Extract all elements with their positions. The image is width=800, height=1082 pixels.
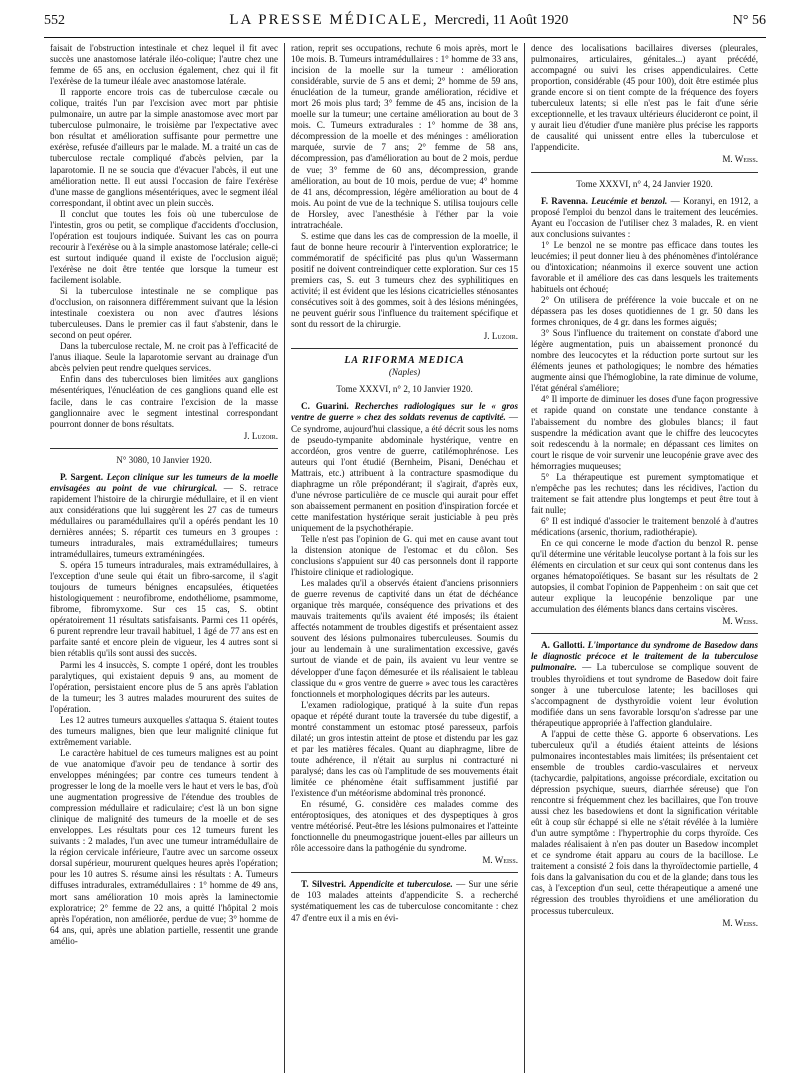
- article-title: Leçon clinique sur les tumeurs de la moelle envisagées au point de vue chirurgical.: [50, 471, 279, 493]
- issue-dateline: N° 3080, 10 Janvier 1920.: [116, 454, 212, 465]
- page-header: [44, 12, 766, 38]
- paragraph: Le caractère habituel de ces tumeurs malignes est au point de vue anatomique d'avoir peu de tendance à sortir des enveloppes méningées; par contre ces tumeurs tendent à progresser le long de la moelle vers le haut et vers le bas, d'où une augmentation progressive de l'étendue des troubles de compression médullaire et radiculaire; c'est là un bon signe clinique de malignité des tumeurs de la moelle et de ses enveloppes. Les résultats pour ces 12 tumeurs furent les suivants : 2 malades, l'un avec une tumeur intramédullaire de la région cervicale inférieure, l'autre avec un sarcome osseux dorsal supérieur, moururent quelques heures après l'opération; pour les 10 autres S. résume ainsi les résultats : A. Tumeurs diffuses intradurales, extramédullaires : 1° homme de 49 ans, mort sans amélioration 10 mois après la laminectomie exploratrice; 2° femme de 22 ans, a quitté l'hôpital 2 mois après l'opération, non améliorée, perdue de vue; 3° homme de 64 ans, qui, après une ablation partielle, ressentit une grande amélio-: [50, 747, 278, 946]
- issue-dateline: Tome XXXVI, n° 4, 24 Janvier 1920.: [576, 178, 713, 189]
- journal-title: [229, 12, 568, 29]
- article-text: — La tuberculose se complique souvent de troubles thyroïdiens et tout syndrome de Basedow doit faire songer à une tuberculose latente; les bacilloses qui s'accompagnent de dysthyroïdie voient leur évolution modifiée dans un sens favorable lorsqu'on s'adresse par une thérapeutique appropriée à l'affection glandulaire.: [531, 662, 758, 728]
- paragraph: S. estime que dans les cas de compression de la moelle, il faut de bonne heure recourir à l'intervention exploratrice; le commémoratif de spécificité pas plus qu'un Wassermann positif ne doivent contreindiquer cette exploration. Sur ces 15 premiers cas, S. eut 3 tumeurs chez des syphilitiques en activité; il est évident que les lésions cicatricielles sténosantes consécutives soit à des gommes, soit à des lésions méningées, ne peuvent guérir sous l'influence du traitement spécifique et sont du ressort de la chirurgie.: [291, 230, 518, 330]
- paragraph: Enfin dans des tuberculoses bien limitées aux ganglions mésentériques, l'énucléation de ces ganglions quand elle est facile, dans le cas contraire l'excision de la masse ganglionnaire avec le segment intestinal correspondant pourront donner de bons résultats.: [50, 374, 278, 429]
- paragraph: 4° Il importe de diminuer les doses d'une façon progressive et rapide quand on constate une tendance constante à l'abaissement du nombre des globules blancs; il faut suspendre la médication avant que le chiffre des leucocytes soit redescendu à la normale; en dépassant ces limites on court le risque de voir survenir une leucopénie grave avec des hémorragies muqueuses;: [531, 394, 758, 471]
- divider: [531, 172, 758, 173]
- paragraph: faisait de l'obstruction intestinale et chez lequel il fit avec succès une anastomose latérale iléo-colique; l'autre chez une femme de 65 ans, en occlusion également, chez qui il fit l'exérèse de la tumeur iléale avec anastomose latérale.: [50, 43, 278, 87]
- article-intro: [531, 196, 758, 240]
- divider: [531, 633, 758, 634]
- article-text: — Sur une série de 103 malades atteints d'appendicite S. a recherché systématiquement les cas de tuberculose concomitante : chez 47 d'entre eux il a mis en évi-: [291, 879, 518, 923]
- paragraph: 5° La thérapeutique est purement symptomatique et n'empêche pas les rechutes; dans les récidives, l'action du traitement se fait attendre plus longtemps et peut être tout à fait nulle;: [531, 471, 758, 515]
- article-title: Leucémie et benzol.: [591, 195, 668, 206]
- article-text: — Ce syndrome, aujourd'hui classique, a été décrit sous les noms de pseudo-tympanite abdominale hystérique, ventre en accordéon, gros ventre de guerre, catilémophrénose. Les auteurs qui l'ont étudié (Bernheim, Pisani, Denéchau et Mattrais, etc.) attribuent à la contracture spasmodique du diaphragme un rôle prépondérant; il s'agirait, d'après eux, d'une névrose particulière de ce muscle qui aurait pour effet son abaissement permanent en position d'inspiration forcée et cette manifestation hystérique serait justiciable à peu près uniquement de la psychothérapie.: [291, 412, 518, 533]
- paragraph: Telle n'est pas l'opinion de G. qui met en cause avant tout la distension atonique de l'estomac et du côlon. Ses conclusions s'appuient sur 40 cas personnels dont il rapporte l'histoire clinique et radiologique.: [291, 533, 518, 578]
- paragraph: ration, reprit ses occupations, rechute 6 mois après, mort le 10e mois. B. Tumeurs intramédullaires : 1° homme de 33 ans, incision de la moelle sur la tumeur : amélioration considérable, survie de 5 ans et demi; 2° homme de 59 ans, énucléation de la tumeur, grande amélioration, récidive et mort 26 mois plus tard; 3° femme de 45 ans, incision de la moelle sur la tumeur; une certaine amélioration au bout de 3 mois. C. Tumeurs extradurales : 1° homme de 38 ans, décompression de la moelle et des méninges : amélioration marquée, survie de 7 ans; 2° femme de 58 ans, décompression, pas d'amélioration au bout de 2 mois, perdue de vue; 3° femme de 60 ans, décompression, grande amélioration, au bout de 10 mois, perdue de vue; 4° homme de 41 ans, décompression, légère amélioration au bout de 4 mois. Au point de vue de la technique S. utilisa toujours celle de Horsley, avec l'anesthésie à l'éther par la voie intratrachéale.: [291, 43, 518, 230]
- issue-dateline: Tome XXXVI, n° 2, 10 Janvier 1920.: [336, 384, 473, 395]
- signature: M. Weiss.: [722, 917, 758, 928]
- paragraph: L'examen radiologique, pratiqué à la suite d'un repas opaque et répété durant toute la traversée du tube digestif, a montré constamment un estomac ptosé paresseux, parfois dilaté; un gros intestin atteint de ptose et distendu par les gaz et par les matières fécales. Quant au diaphragme, libre de toute adhérence, il n'était au surplus ni contracturé ni paralysé; dans les cas où l'amplitude de ses mouvements était limitée ce phénomène était suffisamment justifié par l'existence d'un météorisme abdominal très prononcé.: [291, 699, 518, 799]
- paragraph: S. opéra 15 tumeurs intradurales, mais extramédullaires, à l'exception d'une seule qui était un fibro-sarcome, il s'agit toujours de tumeurs bénignes encapsulées, étiquetées histologiquement : neurofibrome, endothéliome, psammome, fibrome, fibromyxome. Sur ces 15 cas, S. obtint opératoirement 11 résultats satisfaisants. Parmi ces 11 opérés, 6 purent reprendre leur travail habituel, 1 âgé de 77 ans est en parfaite santé et encore plein de vigueur, les 4 autres sont si bien rétablis qu'ils sont aussi des succès.: [50, 560, 278, 659]
- signature: M. Weiss.: [722, 616, 758, 627]
- paragraph: Il conclut que toutes les fois où une tuberculose de l'intestin, gros ou petit, se complique d'accidents d'occlusion, l'opération est toujours indiquée. Suivant les cas on pourra recourir à l'exérèse ou à la simple anastomose latérale; celle-ci est surtout indiquée quand il existe de l'occlusion aiguë; l'exérèse ne doit être tentée que lorsque la tumeur est facilement isolable.: [50, 208, 278, 285]
- author-name: F. Ravenna.: [541, 195, 588, 206]
- paragraph: 3° Sous l'influence du traitement on constate d'abord une légère augmentation, puis un abaissement prononcé du nombre des leucocytes et la réduction porte surtout sur les éléments jeunes et pathologiques; le nombre des hématies augmente ainsi que l'hémoglobine, la rate diminue de volume, l'état général s'améliore;: [531, 328, 758, 394]
- author-name: A. Gallotti.: [541, 640, 585, 651]
- signature: J. Luzoir.: [243, 430, 278, 441]
- paragraph: En ce qui concerne le mode d'action du benzol R. pense qu'il détermine une véritable leucolyse portant à la fois sur les éléments en circulation et sur ceux qui sont contenus dans les organes hématopoïétiques. Se basant sur les résultats de 2 autopsies, il combat l'opinion de Pappenheim : on sait que cet auteur explique la leucopénie benzolique par une accumulation des éléments blancs dans certains viscères.: [531, 538, 758, 615]
- paragraph: Les malades qu'il a observés étaient d'anciens prisonniers de guerre revenus de captivité dans un état de déchéance organique très marquée, conséquence des privations et des mauvais traitements qu'ils avaient été imposés; ils étaient affectés notamment de troubles digestifs et présentaient assez souvent des lésions pulmonaires tuberculeuses. Soumis du jour au lendemain à une suralimentation excessive, gavés surtout de viande et de pain, ils avaient vu leur ventre se développer d'une façon démesurée et ils réalisaient le tableau classique du « gros ventre de guerre » avec tous les caractères fonctionnels et morphologiques décrits par les auteurs.: [291, 578, 518, 699]
- divider: [291, 872, 518, 873]
- article-columns: [44, 43, 766, 1073]
- paragraph: Les 12 autres tumeurs auxquelles s'attaqua S. étaient toutes des tumeurs malignes, bien que leur malignité clinique fut extrêmement variable.: [50, 714, 278, 747]
- article-intro: [291, 879, 518, 923]
- paragraph: 6° Il est indiqué d'associer le traitement benzolé à d'autres médications (arsenic, thorium, radiothérapie).: [531, 515, 758, 537]
- page-number: 552: [44, 13, 65, 28]
- paragraph: Dans la tuberculose rectale, M. ne croit pas à l'efficacité de l'anus iliaque. Seule la laparotomie servant au drainage d'un abcès pelvien peut rendre quelques services.: [50, 341, 278, 374]
- author-name: T. Silvestri.: [301, 879, 347, 890]
- divider: [50, 448, 278, 449]
- issue-date: Mercredi, 11 Août 1920: [434, 13, 569, 28]
- author-name: P. Sargent.: [60, 471, 104, 482]
- article-intro: [531, 640, 758, 728]
- paragraph: Parmi les 4 insuccès, S. compte 1 opéré, dont les troubles paralytiques, qui existaient depuis 9 ans, au moment de l'opération, persistaient encore plus de 5 ans après l'ablation de la tumeur; les 3 autres malades moururent des suites de l'opération.: [50, 659, 278, 714]
- column-3: [524, 43, 764, 1073]
- journal-name: LA PRESSE MÉDICALE,: [229, 12, 429, 28]
- author-name: C. Guarini.: [301, 401, 349, 412]
- signature: M. Weiss.: [722, 154, 758, 165]
- signature: M. Weiss.: [482, 855, 518, 866]
- paragraph: 1° Le benzol ne se montre pas efficace dans toutes les leucémies; il peut donner lieu à des phénomènes d'intolérance ou d'intoxication; néanmoins il exerce souvent une action favorable et il améliore des cas dans lesquels les traitements habituels ont échoué;: [531, 239, 758, 294]
- journal-section-subtitle: (Naples): [388, 367, 421, 378]
- article-intro: [50, 472, 278, 560]
- column-1: [44, 43, 284, 1073]
- issue-number: N° 56: [732, 13, 766, 28]
- paragraph: A l'appui de cette thèse G. apporte 6 observations. Les tuberculeux qu'il a étudiés étaient atteints de lésions pulmonaires incontestables mais limitées; ils présentaient cet ensemble de troubles cardio-vasculaires et nerveux (tachycardie, palpitations, angoisse précordiale, excitation ou dépression psychique, sueurs, diarrhée séreuse) que l'on rencontre si fréquemment chez les bacillaires, que l'on trouve aussi chez les basedowiens et dont la signification véritable eût à coup sûr échappé si elle ne s'était révélée à la lumière d'un autre symptôme : l'hypertrophie du corps thyroïde. Ces malades réalisaient à n'en pas douter un Basedow incomplet et ce syndrome était apparu au cours de la bacillose. Le traitement a consisté 2 fois dans la thyroïdectomie partielle, 4 fois dans la galvanisation du cou et de la glande; dans tous les cas, à l'exception d'un seul, cette thérapeutique a amené une régression des troubles thyroïdiens et une amélioration du processus tuberculeux.: [531, 728, 758, 916]
- article-title: L'importance du syndrome de Basedow dans le diagnostic précoce et le traitement de la tuberculose pulmonaire.: [531, 640, 759, 673]
- article-title: Recherches radiologiques sur le « gros ventre de guerre » chez des soldats revenus de captivité.: [291, 401, 518, 423]
- article-text: — S. retrace rapidement l'histoire de la chirurgie médullaire, et il en vient aux considérations que lui suggèrent les 27 cas de tumeurs médullaires ou paramédullaires qu'il a opérés pendant les 10 dernières années; S. répartit ces tumeurs en 3 groupes : tumeurs intradurales, mais extramédullaires; tumeurs intramédullaires, tumeurs extraméningées.: [50, 482, 278, 560]
- journal-section-title: LA RIFORMA MEDICA: [344, 355, 465, 367]
- article-intro: [291, 401, 518, 534]
- signature: J. Luzoir.: [483, 331, 518, 342]
- article-text: — Koranyi, en 1912, a proposé l'emploi du benzol dans le traitement des leucémies. Ayant eu l'occasion de l'utiliser chez 3 malades, R. en vient aux conclusions suivantes :: [531, 195, 758, 239]
- paragraph: Si la tuberculose intestinale ne se complique pas d'occlusion, on raisonnera différemment suivant que la lésion intestinale coexistera ou non avec d'autres lésions tuberculeuses. Dans le premier cas il faut s'abstenir, dans le second on peut opérer.: [50, 286, 278, 341]
- divider: [291, 348, 518, 349]
- paragraph: 2° On utilisera de préférence la voie buccale et on ne dépassera pas les doses quotidiennes de 1 gr. 50 dans les formes chroniques, de 4 gr. dans les formes aiguës;: [531, 294, 758, 328]
- paragraph: En résumé, G. considère ces malades comme des entéroptosiques, des atoniques et des dyspeptiques à gros ventre météorisé. Peut-être les lésions pulmonaires et l'atteinte fonctionnelle du pneumogastrique jouent-elles par ailleurs un rôle accessoire dans la pathogénie du syndrome.: [291, 799, 518, 854]
- column-2: [284, 43, 524, 1073]
- paragraph: Il rapporte encore trois cas de tuberculose cæcale ou colique, traités l'un par l'excision avec mort par phtisie pulmonaire, un autre par la simple anastomose avec mort par tuberculose pulmonaire, le troisième par l'expectative avec bon résultat et amélioration suffisante pour permettre une exérèse, refusée d'ailleurs par le malade. M. a traité un cas de tuberculose rectale compliqué d'abcès pelvien, par la laparotomie. Il ne se soucia que d'évacuer l'abcès, il eut une amélioration nette. Il eut aussi l'occasion de faire l'exérèse d'une masse de ganglions mésentériques, avec le segment iléal correspondant, il obtint avec un plein succès.: [50, 87, 278, 208]
- article-title: Appendicite et tuberculose.: [349, 879, 453, 890]
- paragraph: dence des localisations bacillaires diverses (pleurales, pulmonaires, articulaires, génitales...) ayant précédé, accompagné ou suivi les crises appendiculaires. Cette proportion, considérable (45 pour 100), doit être estimée plus grande encore si on tient compte de la fréquence des foyers tuberculeux latents; si elle n'est pas le fait d'une série exceptionnelle, et les travaux ultérieurs élucideront ce point, il y aurait lieu d'étudier d'une manière plus précise les rapports de causalité qui unissent entre elles la tuberculose et l'appendicite.: [531, 43, 758, 153]
